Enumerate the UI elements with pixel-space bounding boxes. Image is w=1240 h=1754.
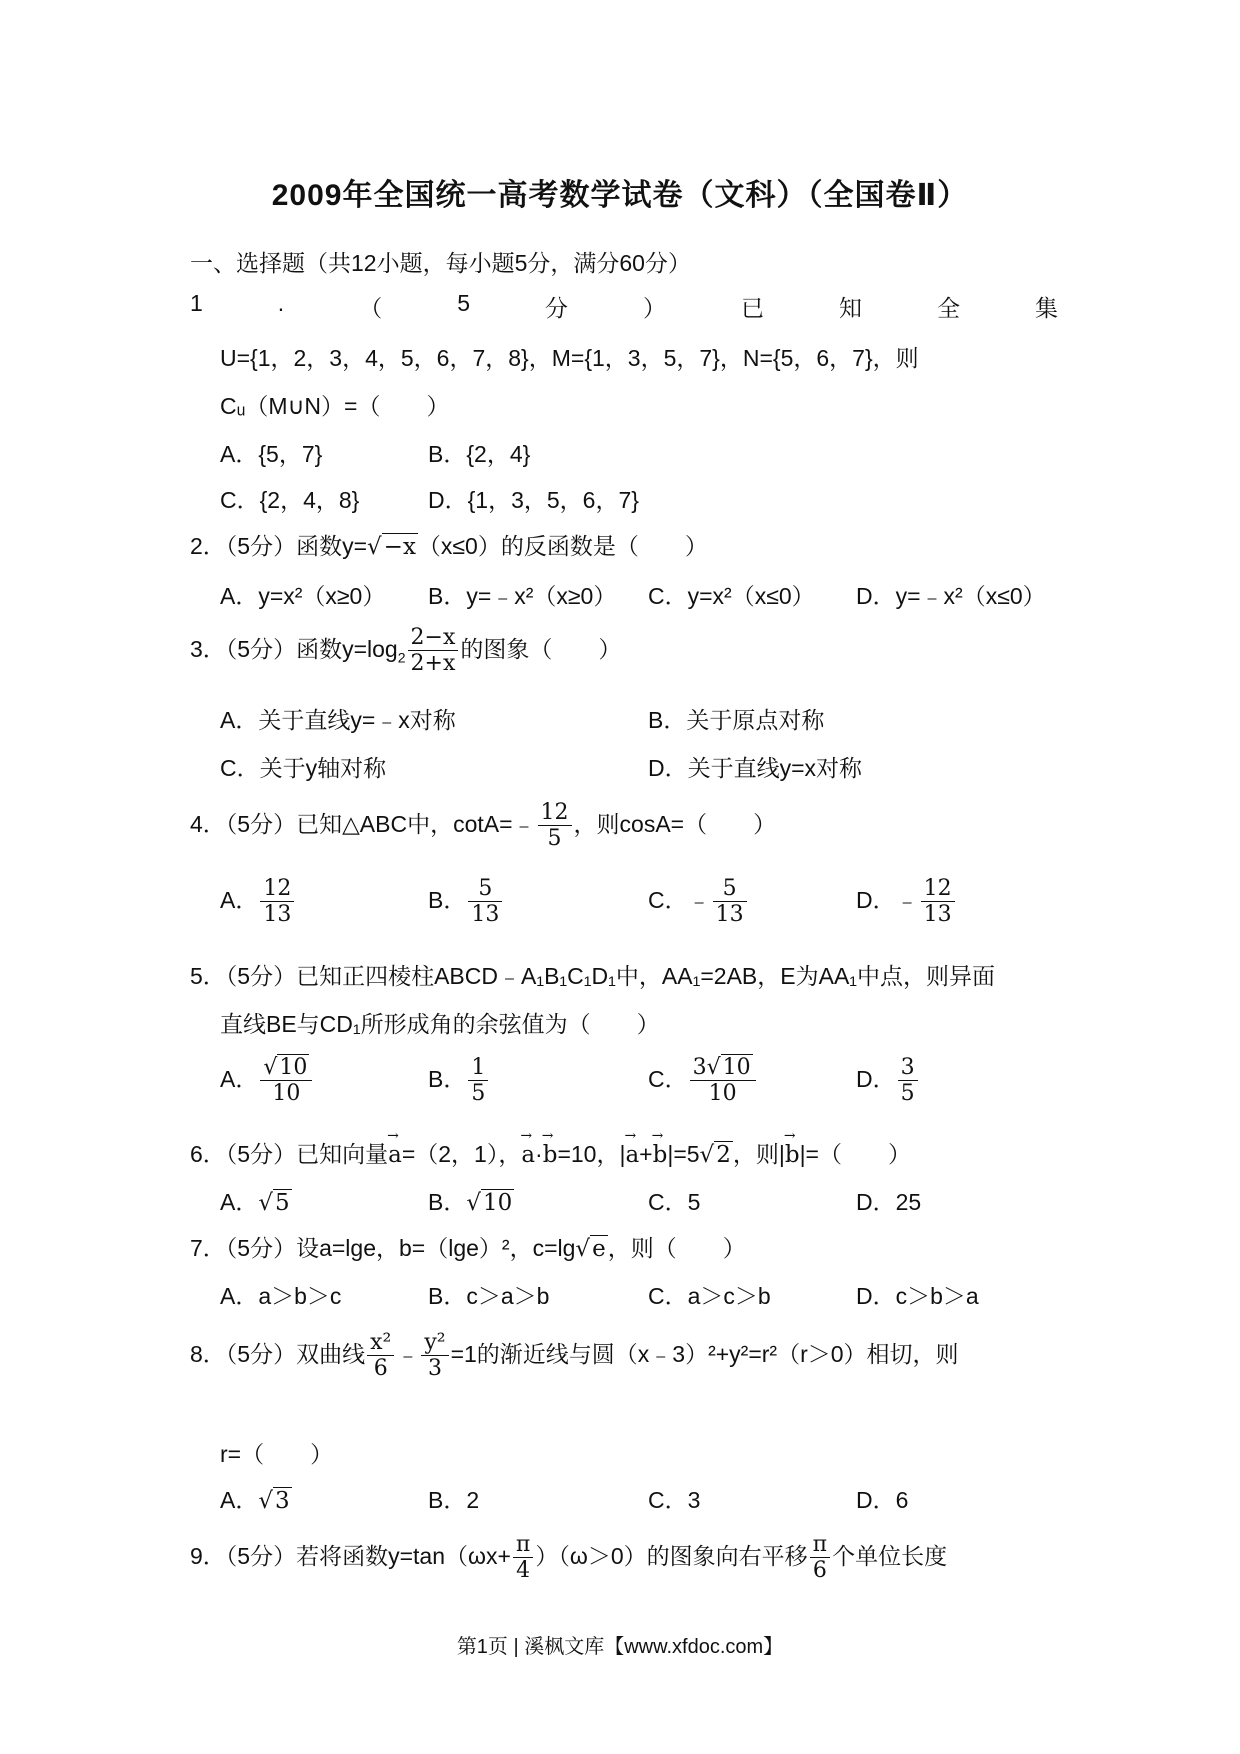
q4-option-c: C．﹣ $\frac{5}{13}$ [648,876,749,928]
q4-option-a: A． $\frac{12}{13}$ [220,876,296,928]
q5-option-b: B． $\frac{1}{5}$ [428,1055,490,1107]
q4-option-d: D．﹣ $\frac{12}{13}$ [856,876,957,928]
q2-option-c: C．y=x²（x≤0） [648,583,815,609]
section-heading: 一、选择题（共12小题，每小题5分，满分60分） [190,250,691,276]
q3-option-d: D．关于直线y=x对称 [648,755,863,781]
q5-option-a: A． $\frac{√10}{10}$ [220,1055,314,1107]
q1-line1: 1 . （ 5 分 ） 已 知 全 集 [190,290,1058,321]
q6-option-d: D．25 [856,1189,922,1215]
q1-option-c: C．{2，4，8} [220,487,360,513]
q6-stem: 6．（5分）已知向量→ a=（2，1），→ a·→ b=10，|→ a+→ b|=5√2，则|→ b|=（ ） [190,1136,911,1169]
q5-line2: 直线BE与CD₁所形成角的余弦值为（ ） [220,1011,660,1037]
q5-option-d: D． $\frac{3}{5}$ [856,1055,920,1107]
q6-option-a: A．√5 [220,1189,290,1216]
sqrt-expression: √−x [367,534,416,560]
q9-stem: 9．（5分）若将函数y=tan（ωx+ $\frac{\pi}{4}$ ）（ω＞0）的图象向右平移 $\frac{\pi}{6}$ 个单位长度 [190,1532,948,1584]
q7-option-d: D．c＞b＞a [856,1283,979,1309]
q6-option-b: B．√10 [428,1189,513,1216]
q2-stem: 2．（5分）函数y=√−x（x≤0）的反函数是（ ） [190,533,708,560]
q6-option-c: C．5 [648,1189,701,1215]
page-title: 2009年全国统一高考数学试卷（文科）（全国卷Ⅱ） [271,179,969,212]
q5-option-c: C． $\frac{3√10}{10}$ [648,1055,758,1107]
q3-option-a: A．关于直线y=﹣x对称 [220,707,456,733]
q4-stem: 4．（5分）已知△ABC中，cotA=﹣ $\frac{12}{5}$ ，则cosA=（ ） [190,800,777,852]
q1-option-b: B．{2，4} [428,441,531,467]
q3-option-c: C．关于y轴对称 [220,755,387,781]
fraction: $\frac{12}{5}$ [538,800,572,852]
q1-option-a: A．{5，7} [220,441,323,467]
q3-option-b: B．关于原点对称 [648,707,825,733]
q1-line2: U={1，2，3，4，5，6，7，8}，M={1，3，5，7}，N={5，6，7}，则 [220,345,919,371]
q8-option-a: A．√3 [220,1487,290,1514]
page-footer: 第1页 | 溪枫文库【www.xfdoc.com】 [456,1636,784,1658]
q7-option-b: B．c＞a＞b [428,1283,550,1309]
q1-option-d: D．{1，3，5，6，7} [428,487,639,513]
q1-line3: Cᵤ（M∪N）=（ ） [220,393,450,419]
q2-option-d: D．y=﹣x²（x≤0） [856,583,1046,609]
fraction: $\frac{2-x}{2+x}$ [408,625,459,677]
q5-line1: 5．（5分）已知正四棱柱ABCD﹣A₁B₁C₁D₁中，AA₁=2AB，E为AA₁中点，则异面 [190,963,996,989]
q8-line2: r=（ ） [220,1441,334,1467]
q7-stem: 7．（5分）设a=lge，b=（lge）²，c=lg√e，则（ ） [190,1235,746,1262]
q2-option-a: A．y=x²（x≥0） [220,583,386,609]
q7-option-a: A．a＞b＞c [220,1283,342,1309]
q3-stem: 3．（5分）函数$y=\log_2$ $\frac{2-x}{2+x}$ 的图象（ ） [190,625,622,677]
q4-option-b: B． $\frac{5}{13}$ [428,876,504,928]
q7-option-c: C．a＞c＞b [648,1283,771,1309]
q8-stem: 8．（5分）双曲线 $\frac{\text{x²}}{6}$ ﹣ $\frac{\text{y²}}{3}$ =1的渐近线与圆（x﹣3）²+y²=r²（r＞0）相切，则 [190,1330,959,1382]
q8-option-d: D．6 [856,1487,909,1513]
q8-option-c: C．3 [648,1487,701,1513]
q2-option-b: B．y=﹣x²（x≥0） [428,583,617,609]
q8-option-b: B．2 [428,1487,480,1513]
